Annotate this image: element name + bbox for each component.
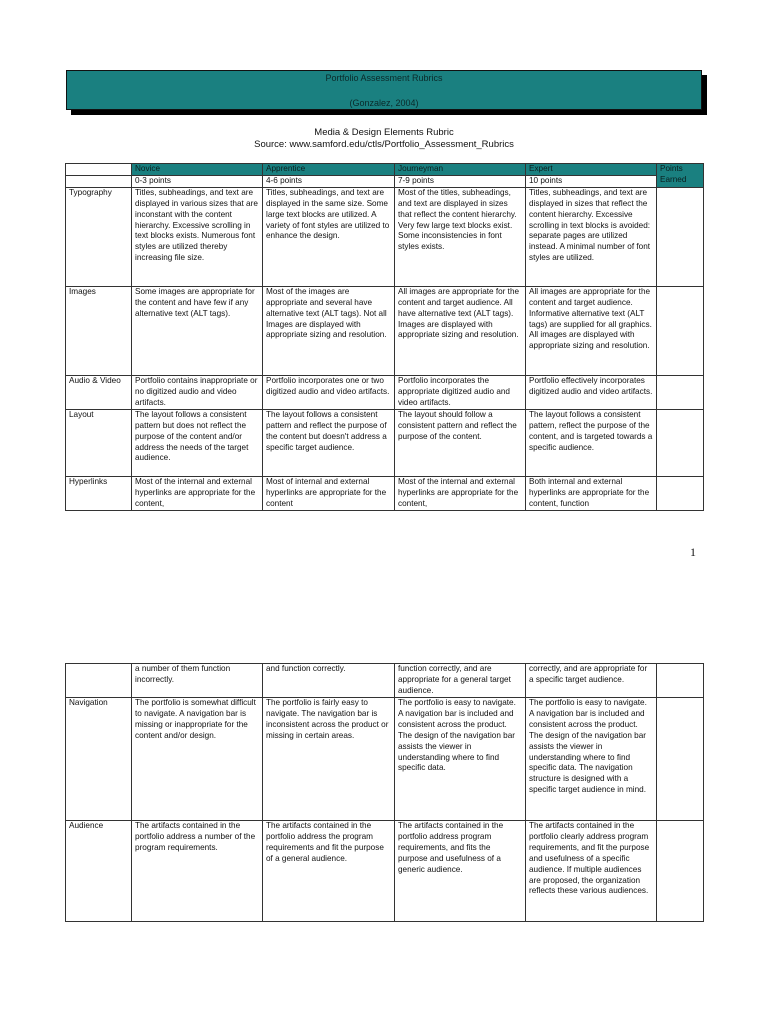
rubric-table-page2 (65, 663, 704, 922)
rubric-cell: The layout follows a consistent pattern, reflect the purpose of the content, and is targeted towards a specific audience. (526, 409, 657, 476)
rubric-cell: Most of the images are appropriate and several have alternative text (ALT tags). Not all Images are displayed with appropriate sizing and resolution. (263, 286, 395, 375)
points-earned-cell (657, 375, 704, 409)
points-earned-cell (657, 409, 704, 476)
table-row (66, 375, 704, 409)
table-row (66, 286, 704, 375)
table-row (66, 409, 704, 476)
rubric-source: Source: www.samford.edu/ctls/Portfolio_Assessment_Rubrics (254, 139, 514, 150)
level-expert: Expert (526, 164, 657, 176)
corner-cell (66, 164, 132, 176)
rubric-cell: Portfolio incorporates the appropriate digitized audio and video artifacts. (395, 375, 526, 409)
level-apprentice: Apprentice (263, 164, 395, 176)
rubric-cell: The portfolio is easy to navigate. A navigation bar is included and consistent across the product. The design of the navigation bar assists the viewer in understanding where to find specific data. (395, 698, 526, 821)
rubric-cell: The portfolio is easy to navigate. A navigation bar is included and consistent across the product. The design of the navigation bar assists the viewer in understanding where to find specific data. The navigation structure is designed with a specific target audience in mind. (526, 698, 657, 821)
table-row (66, 664, 704, 698)
rubric-cell: Most of the internal and external hyperlinks are appropriate for the content, (132, 476, 263, 510)
rubric-table-page1 (65, 163, 704, 511)
rubric-cell: Portfolio contains inappropriate or no digitized audio and video artifacts. (132, 375, 263, 409)
table-row (66, 187, 704, 286)
points-earned-cell (657, 664, 704, 698)
category-label: Typography (66, 187, 132, 286)
table-row (66, 476, 704, 510)
header-title: Portfolio Assessment Rubrics (325, 73, 443, 83)
rubric-cell: Most of internal and external hyperlinks are appropriate for the content (263, 476, 395, 510)
header-citation: (Gonzalez, 2004) (349, 98, 419, 108)
points-apprentice: 4-6 points (263, 175, 395, 187)
rubric-cell: correctly, and are appropriate for a specific target audience. (526, 664, 657, 698)
category-label (66, 664, 132, 698)
points-expert: 10 points (526, 175, 657, 187)
level-novice: Novice (132, 164, 263, 176)
points-novice: 0-3 points (132, 175, 263, 187)
rubric-cell: Titles, subheadings, and text are displayed in various sizes that are inconstant with the content hierarchy. Excessive scrolling in text blocks exists. Numerous font styles are utilized thereby increasing file size. (132, 187, 263, 286)
rubric-cell: The artifacts contained in the portfolio address program requirements, and fits the purpose and usefulness of a generic audience. (395, 821, 526, 922)
points-earned-cell (657, 821, 704, 922)
category-label: Layout (66, 409, 132, 476)
rubric-cell: The artifacts contained in the portfolio address a number of the program requirements. (132, 821, 263, 922)
rubric-cell: Some images are appropriate for the content and have few if any alternative text (ALT tags). (132, 286, 263, 375)
rubric-cell: The portfolio is somewhat difficult to navigate. A navigation bar is missing or inappropriate for the content and/or design. (132, 698, 263, 821)
rubric-cell: The layout follows a consistent pattern but does not reflect the purpose of the content and/or address the needs of the target audience. (132, 409, 263, 476)
level-journeyman: Journeyman (395, 164, 526, 176)
rubric-cell: Titles, subheadings, and text are displayed in sizes that reflect the content hierarchy. Excessive scrolling in text blocks is avoided: separate pages are utilized instead. A minimal number of font styles are utilized. (526, 187, 657, 286)
category-label: Images (66, 286, 132, 375)
points-earned-cell (657, 286, 704, 375)
rubric-cell: Most of the internal and external hyperlinks are appropriate for the content, (395, 476, 526, 510)
rubric-cell: The portfolio is fairly easy to navigate. The navigation bar is inconsistent across the product or missing in certain areas. (263, 698, 395, 821)
points-earned-cell (657, 698, 704, 821)
rubric-cell: All images are appropriate for the content and target audience. All have alternative text (ALT tags). Images are displayed with appropriate sizing and resolution. (395, 286, 526, 375)
rubric-cell: The artifacts contained in the portfolio address the program requirements and fit the purpose of a general audience. (263, 821, 395, 922)
category-label: Navigation (66, 698, 132, 821)
rubric-cell: All images are appropriate for the content and target audience. Informative alternative text (ALT tags) are supplied for all graphics. All images are displayed with appropriate sizing and resolution. (526, 286, 657, 375)
points-earned-cell (657, 476, 704, 510)
rubric-cell: Titles, subheadings, and text are displayed in the same size. Some large text blocks are utilized. A variety of font styles are utilized to enhance the design. (263, 187, 395, 286)
rubric-cell: and function correctly. (263, 664, 395, 698)
rubric-cell: Both internal and external hyperlinks are appropriate for the content, function (526, 476, 657, 510)
points-earned-header: Points Earned (657, 164, 704, 188)
rubric-cell: The layout follows a consistent pattern and reflect the purpose of the content but doesn't address a specific target audience. (263, 409, 395, 476)
points-row (66, 175, 704, 187)
table-row (66, 821, 704, 922)
points-journeyman: 7-9 points (395, 175, 526, 187)
rubric-cell: Portfolio incorporates one or two digitized audio and video artifacts. (263, 375, 395, 409)
category-label: Hyperlinks (66, 476, 132, 510)
level-header-row (66, 164, 704, 176)
category-label: Audio & Video (66, 375, 132, 409)
rubric-cell: a number of them function incorrectly. (132, 664, 263, 698)
table-row (66, 698, 704, 821)
rubric-cell: Portfolio effectively incorporates digitized audio and video artifacts. (526, 375, 657, 409)
rubric-cell: The artifacts contained in the portfolio clearly address program requirements, and fit the purpose and usefulness of a specific audience. If multiple audiences are proposed, the organization reflects these various audiences. (526, 821, 657, 922)
points-earned-cell (657, 187, 704, 286)
rubric-cell: The layout should follow a consistent pattern and reflect the purpose of the content. (395, 409, 526, 476)
rubric-cell: function correctly, and are appropriate for a general target audience. (395, 664, 526, 698)
category-label: Audience (66, 821, 132, 922)
page-number: 1 (690, 545, 696, 559)
corner-cell (66, 175, 132, 187)
rubric-title: Media & Design Elements Rubric (314, 127, 454, 138)
document-header-banner (66, 70, 702, 110)
rubric-cell: Most of the titles, subheadings, and text are displayed in sizes that reflect the content hierarchy. Very few large text blocks exist. Some inconsistencies in font styles exists. (395, 187, 526, 286)
